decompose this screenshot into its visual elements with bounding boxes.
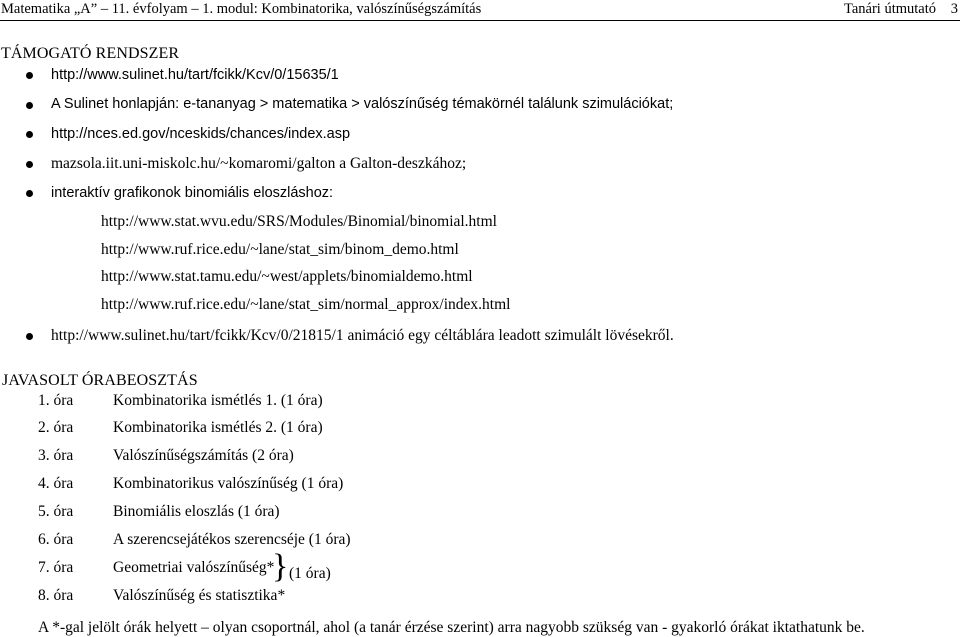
support-text: mazsola.iit.uni-miskolc.hu/~komaromi/galton a Galton-deszkához;	[51, 155, 467, 172]
lesson-number: 4. óra	[38, 475, 74, 492]
lesson-title: A szerencsejátékos szerencséje (1 óra)	[113, 531, 351, 548]
lesson-title: Binomiális eloszlás (1 óra)	[113, 503, 280, 520]
page-header	[0, 0, 960, 21]
support-item	[51, 155, 466, 173]
support-text: interaktív grafikonok binomiális eloszláshoz:	[51, 185, 334, 201]
page-number: 3	[950, 1, 958, 17]
lesson-number: 8. óra	[38, 587, 74, 604]
support-text: http://www.sulinet.hu/tart/fcikk/Kcv/0/21815/1 animáció egy céltáblára leadott szimulált lövésekről.	[51, 327, 674, 344]
lesson-title: Kombinatorika ismétlés 1. (1 óra)	[113, 392, 323, 409]
bullet-icon	[26, 333, 33, 340]
lesson-number: 2. óra	[38, 419, 74, 436]
support-link[interactable]: http://nces.ed.gov/nceskids/chances/index.asp	[51, 126, 351, 142]
support-sublink[interactable]: http://www.ruf.rice.edu/~lane/stat_sim/binom_demo.html	[101, 241, 459, 258]
support-sublink[interactable]: http://www.ruf.rice.edu/~lane/stat_sim/normal_approx/index.html	[101, 296, 511, 313]
bullet-icon	[26, 161, 33, 168]
bullet-icon	[26, 190, 33, 197]
support-sublink[interactable]: http://www.stat.wvu.edu/SRS/Modules/Binomial/binomial.html	[101, 213, 497, 230]
lesson-number: 6. óra	[38, 531, 74, 548]
lesson-number: 5. óra	[38, 503, 74, 520]
lesson-title: Kombinatorika ismétlés 2. (1 óra)	[113, 419, 323, 436]
support-item	[51, 66, 339, 84]
header-guide-label: Tanári útmutató	[844, 1, 936, 17]
bullet-icon	[26, 102, 33, 109]
lesson-title: Valószínűségszámítás (2 óra)	[113, 447, 294, 464]
schedule-note: A *-gal jelölt órák helyett – olyan csoportnál, ahol (a tanár érzése szerint) arra nagyobb szükség van - gyakorló órákat iktathatunk be.	[38, 619, 865, 636]
support-item	[51, 327, 674, 345]
lesson-title: Valószínűség és statisztika*	[113, 587, 286, 604]
bullet-icon	[26, 131, 33, 138]
support-item	[51, 125, 350, 143]
support-text: A Sulinet honlapján: e-tananyag > matematika > valószínűség témakörnél találunk szimulációkat;	[51, 96, 674, 112]
support-item	[51, 96, 673, 112]
header-title: Matematika „A” – 11. évfolyam – 1. modul: Kombinatorika, valószínűségszámítás	[1, 1, 482, 17]
lesson-number: 3. óra	[38, 447, 74, 464]
lesson-title: Geometriai valószínűség*	[113, 559, 275, 576]
support-sublink[interactable]: http://www.stat.tamu.edu/~west/applets/binomialdemo.html	[101, 268, 473, 285]
bullet-icon	[26, 72, 33, 79]
lesson-title: Kombinatorikus valószínűség (1 óra)	[113, 475, 344, 492]
schedule-heading: JAVASOLT ÓRABEOSZTÁS	[2, 372, 198, 389]
brace-label: (1 óra)	[289, 565, 331, 582]
brace-icon: }	[272, 548, 289, 585]
support-heading: TÁMOGATÓ RENDSZER	[1, 45, 180, 62]
lesson-number: 7. óra	[38, 559, 74, 576]
lesson-number: 1. óra	[38, 392, 74, 409]
support-link[interactable]: http://www.sulinet.hu/tart/fcikk/Kcv/0/15635/1	[51, 67, 339, 83]
support-item	[51, 184, 333, 202]
